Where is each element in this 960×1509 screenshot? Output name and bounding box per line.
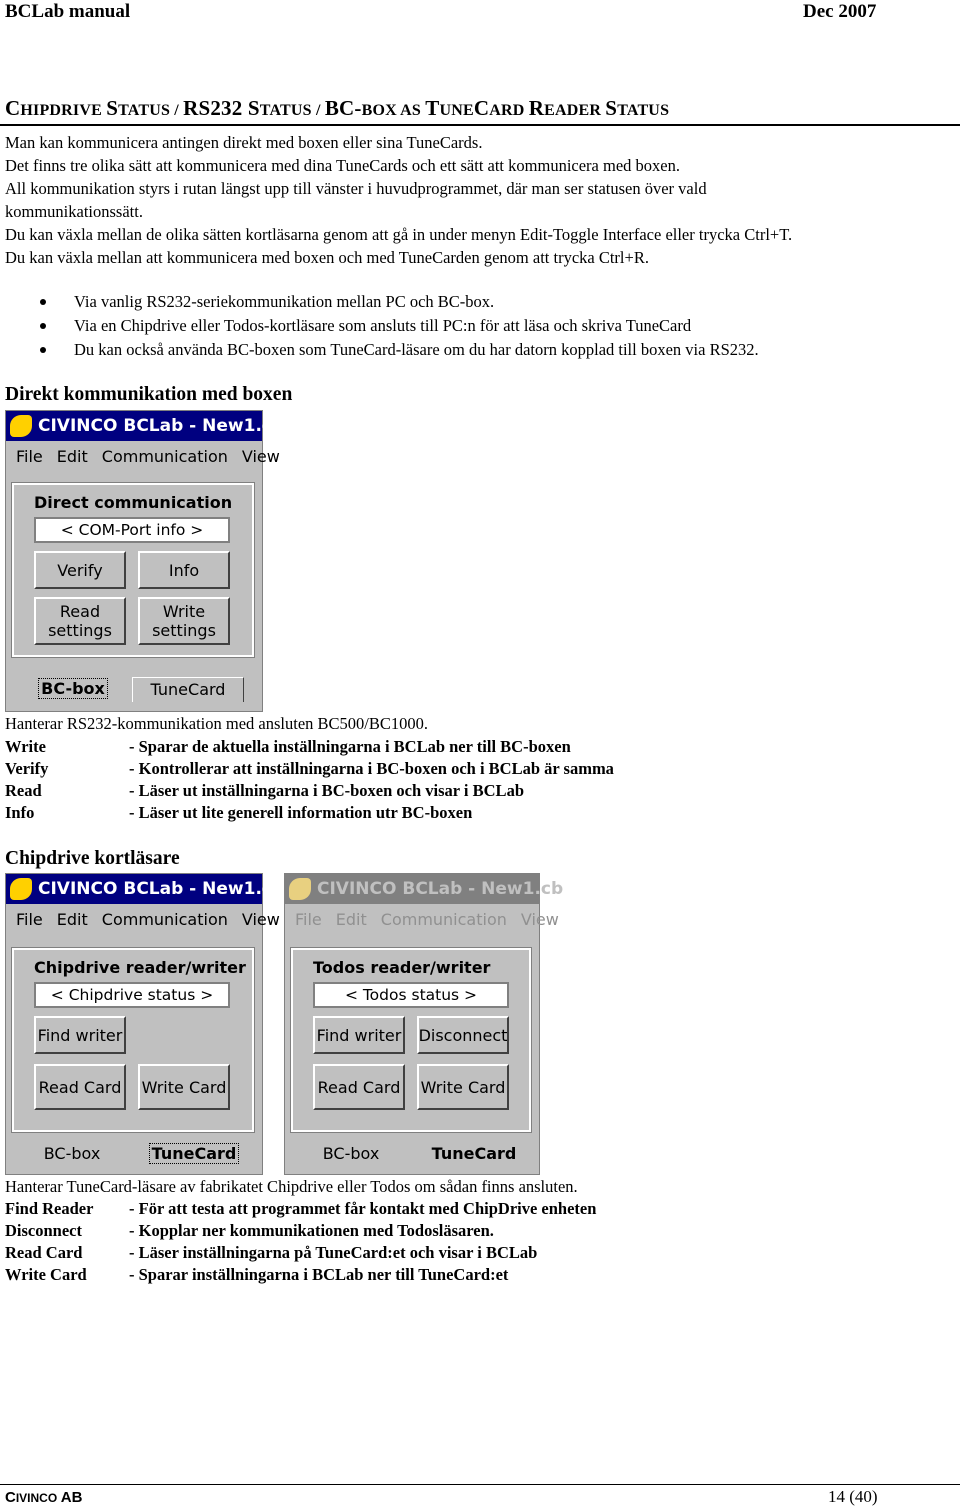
chipdrive-group [12,948,254,1132]
title-bar: CIVINCO BCLab - New1.cb [6,411,262,441]
todos-group [291,948,531,1132]
header-title: BCLab manual [5,1,131,22]
bullet-icon [40,299,46,305]
direct-window [5,410,285,712]
footer-company: CIVINCO AB [5,1489,83,1506]
header-date: Dec 2007 [803,1,877,22]
direct-communication-group [12,483,254,657]
disconnect-button[interactable]: Disconnect [417,1016,509,1054]
read-card-button[interactable]: Read Card [34,1064,126,1110]
chipdrive-heading: Chipdrive kortläsare [5,848,180,869]
write-card-button[interactable]: Write Card [138,1064,230,1110]
direct-heading: Direkt kommunikation med boxen [5,384,293,405]
intro-line: kommunikationssätt. [5,202,143,221]
menu-bar [6,904,280,936]
menu-bar [285,904,559,936]
read-card-button[interactable]: Read Card [313,1064,405,1110]
app-icon [10,878,32,900]
def-desc: - Sparar inställningarna i BCLab ner till TuneCard:et [129,1265,509,1284]
bullet-item: Via vanlig RS232-seriekommunikation mellan PC och BC-box. [74,292,494,312]
def-term: Write Card [5,1265,87,1284]
info-button[interactable]: Info [138,551,230,589]
read-settings-button[interactable]: Read settings [34,597,126,645]
app-icon [289,878,311,900]
verify-button[interactable]: Verify [34,551,126,589]
find-writer-button[interactable]: Find writer [313,1016,405,1054]
intro-line: All kommunikation styrs i rutan längst upp till vänster i huvudprogrammet, där man ser statusen över vald [5,179,707,198]
menu-bar [6,441,280,473]
bullet-item: Via en Chipdrive eller Todos-kortläsare som ansluts till PC:n för att läsa och skriva TuneCard [74,316,691,336]
intro-line: Det finns tre olika sätt att kommunicera med dina TuneCards och ett sätt att kommunicera med boxen. [5,156,680,175]
find-writer-button[interactable]: Find writer [34,1016,126,1054]
def-term: Info [5,803,35,822]
menu-view[interactable]: View [241,910,280,929]
def-term: Find Reader [5,1199,94,1218]
tab-bc-box[interactable]: BC-box [322,1144,380,1163]
chipdrive-window [5,873,285,1175]
title-bar: CIVINCO BCLab - New1.cb [6,874,262,904]
menu-communication[interactable]: Communication [101,910,228,929]
tab-tunecard[interactable]: TuneCard [132,677,244,702]
section-title: CHIPDRIVE STATUS / RS232 STATUS / BC-BOX AS TUNECARD READER STATUS [5,96,670,120]
def-desc: - Läser ut lite generell information utr BC-boxen [129,803,473,822]
write-card-button[interactable]: Write Card [417,1064,509,1110]
direct-caption: Hanterar RS232-kommunikation med ansluten BC500/BC1000. [5,714,429,733]
def-term: Read [5,781,42,800]
def-desc: - För att testa att programmet får kontakt med ChipDrive enheten [129,1199,597,1218]
group-title: Chipdrive reader/writer [34,958,246,977]
intro-line: Du kan växla mellan att kommunicera med boxen och med TuneCarden genom att trycka Ctrl+R. [5,248,649,267]
title-rule [0,124,960,126]
intro-line: Man kan kommunicera antingen direkt med boxen eller sina TuneCards. [5,133,483,152]
menu-communication[interactable]: Communication [380,910,507,929]
menu-view[interactable]: View [520,910,559,929]
bullet-icon [40,323,46,329]
bullet-icon [40,347,46,353]
chipdrive-status: < Chipdrive status > [34,982,230,1008]
def-desc: - Kopplar ner kommunikationen med Todosläsaren. [129,1221,494,1240]
menu-edit[interactable]: Edit [335,910,367,929]
group-title: Direct communication [34,493,233,512]
chipdrive-caption: Hanterar TuneCard-läsare av fabrikatet Chipdrive eller Todos om sådan finns ansluten. [5,1177,578,1196]
def-term: Read Card [5,1243,83,1262]
footer-rule [0,1484,960,1485]
menu-file[interactable]: File [16,447,43,466]
tab-tunecard[interactable]: TuneCard [431,1144,517,1163]
tab-bc-box[interactable]: BC-box [41,679,105,698]
def-term: Write [5,737,46,756]
todos-status: < Todos status > [313,982,509,1008]
todos-window [284,873,564,1175]
menu-file[interactable]: File [295,910,322,929]
tab-bc-box[interactable]: BC-box [43,1144,101,1163]
page-number: 14 (40) [828,1487,878,1506]
def-desc: - Kontrollerar att inställningarna i BC-boxen och i BCLab är samma [129,759,614,778]
def-desc: - Läser ut inställningarna i BC-boxen och visar i BCLab [129,781,524,800]
menu-view[interactable]: View [241,447,280,466]
def-term: Verify [5,759,49,778]
group-title: Todos reader/writer [313,958,491,977]
def-term: Disconnect [5,1221,82,1240]
menu-edit[interactable]: Edit [56,447,88,466]
tab-tunecard[interactable]: TuneCard [151,1144,237,1163]
menu-file[interactable]: File [16,910,43,929]
write-settings-button[interactable]: Write settings [138,597,230,645]
intro-line: Du kan växla mellan de olika sätten kortläsarna genom att gå in under menyn Edit-Toggle Interface eller trycka Ctrl+T. [5,225,793,244]
def-desc: - Läser inställningarna på TuneCard:et och visar i BCLab [129,1243,538,1262]
menu-communication[interactable]: Communication [101,447,228,466]
app-icon [10,415,32,437]
menu-edit[interactable]: Edit [56,910,88,929]
title-bar: CIVINCO BCLab - New1.cb [285,874,539,904]
bullet-item: Du kan också använda BC-boxen som TuneCard-läsare om du har datorn kopplad till boxen via RS232. [74,340,759,360]
def-desc: - Sparar de aktuella inställningarna i BCLab ner till BC-boxen [129,737,571,756]
com-port-status: < COM-Port info > [34,517,230,543]
